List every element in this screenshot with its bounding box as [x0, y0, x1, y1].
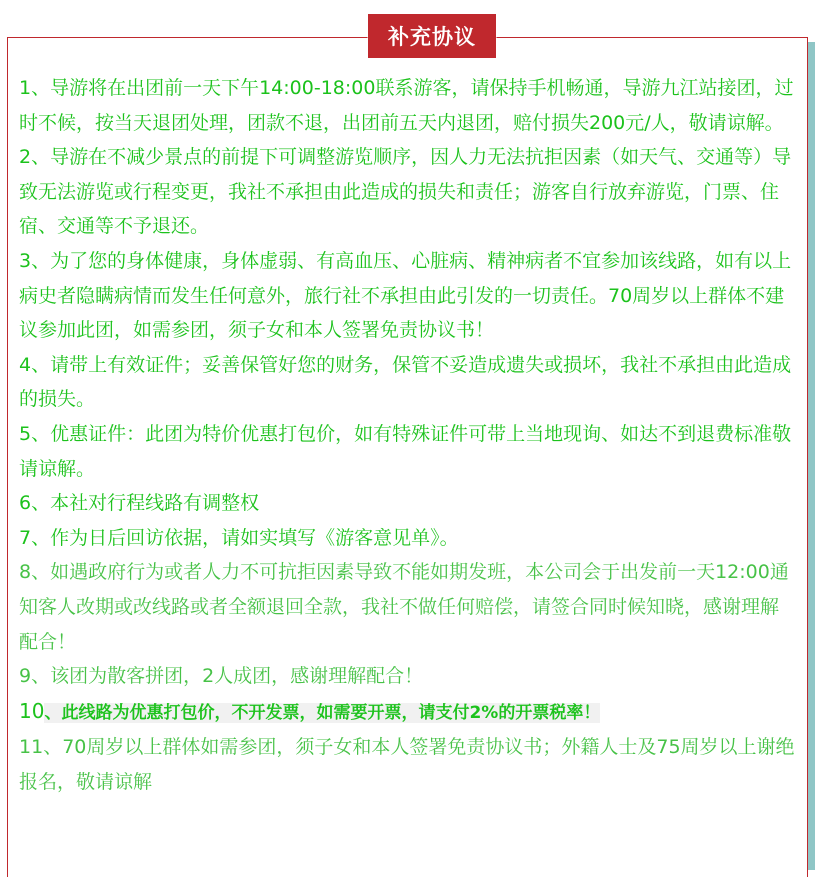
section-title: 补充协议: [388, 25, 476, 49]
list-item: 9、该团为散客拼团，2人成团，感谢理解配合！: [19, 665, 424, 688]
agreement-list: [19, 71, 795, 799]
list-item: 7、作为日后回访依据，请如实填写《游客意见单》。: [19, 526, 459, 549]
list-item: 1、导游将在出团前一天下午14:00-18:00联系游客，请保持手机畅通，导游九江站接团，过时不候，按当天退团处理，团款不退，出团前五天内退团，赔付损失200元/人，敬请谅解。: [19, 77, 794, 134]
list-item: 8、如遇政府行为或者人力不可抗拒因素导致不能如期发班，本公司会于出发前一天12:00通知客人改期或改线路或者全额退回全款，我社不做任何赔偿，请签合同时候知晓，感谢理解配合！: [19, 561, 789, 653]
list-item: 11、70周岁以上群体如需参团，须子女和本人签署免责协议书；外籍人士及75周岁以上谢绝报名，敬请谅解: [19, 736, 795, 793]
list-item: 3、为了您的身体健康，身体虚弱、有高血压、心脏病、精神病者不宜参加该线路，如有以上病史者隐瞒病情而发生任何意外，旅行社不承担由此引发的一切责任。70周岁以上群体不建议参加此团，如需参团，须子女和本人签署免责协议书！: [19, 249, 792, 342]
side-shadow-bar: [808, 42, 815, 870]
list-item: 4、请带上有效证件；妥善保管好您的财务，保管不妥造成遗失或损坏，我社不承担由此造成的损失。: [19, 353, 792, 411]
list-item: 2、导游在不减少景点的前提下可调整游览顺序，因人力无法抗拒因素（如天气、交通等）导致无法游览或行程变更，我社不承担由此造成的损失和责任；游客自行放弃游览，门票、住宿、交通等不予退还。: [19, 146, 792, 238]
list-item: 6、本社对行程线路有调整权: [19, 492, 260, 515]
section-title-badge: [368, 14, 496, 58]
list-item-highlighted: 10、此线路为优惠打包价，不开发票，如需要开票，请支付2%的开票税率！: [19, 698, 601, 723]
list-item: 5、优惠证件：此团为特价优惠打包价，如有特殊证件可带上当地现询、如达不到退费标准敬请谅解。: [19, 422, 792, 480]
